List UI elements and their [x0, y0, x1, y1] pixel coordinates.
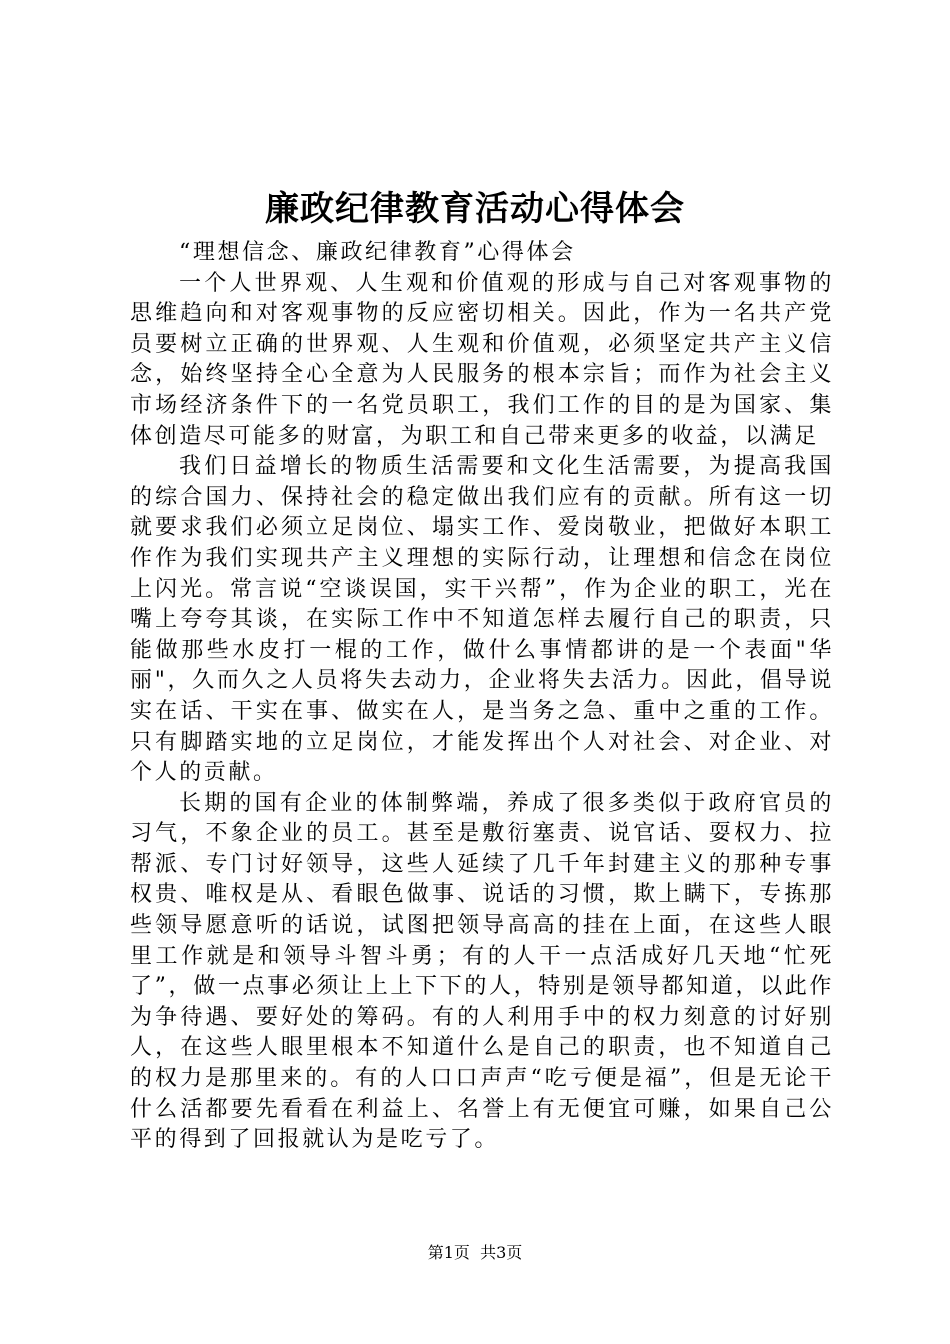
page-footer	[0, 1242, 950, 1264]
paragraph-3: 长期的国有企业的体制弊端，养成了很多类似于政府官员的习气，不象企业的员工。甚至是敷衍塞责、说官话、耍权力、拉帮派、专门讨好领导，这些人延续了几千年封建主义的那种专事权贵、唯权是从、看眼色做事、说话的习惯，欺上瞒下，专拣那些领导愿意听的话说，试图把领导高高的挂在上面，在这些人眼里工作就是和领导斗智斗勇；有的人干一点活成好几天地“忙死了”，做一点事必须让上上下下的人，特别是领导都知道，以此作为争待遇、要好处的筹码。有的人利用手中的权力刻意的讨好别人，在这些人眼里根本不知道什么是自己的职责，也不知道自己的权力是那里来的。有的人口口声声“吃亏便是福”，但是无论干什么活都要先看看在利益上、名誉上有无便宜可赚，如果自己公平的得到了回报就认为是吃亏了。	[130, 790, 834, 1153]
document-subtitle: “理想信念、廉政纪律教育”心得体会	[179, 240, 576, 265]
page-total: 共3页	[480, 1243, 523, 1262]
paragraph-1: 一个人世界观、人生观和价值观的形成与自己对客观事物的思维趋向和对客观事物的反应密切相关。因此，作为一名共产党员要树立正确的世界观、人生观和价值观，必须坚定共产主义信念，始终坚持全心全意为人民服务的根本宗旨；而作为社会主义市场经济条件下的一名党员职工，我们工作的目的是为国家、集体创造尽可能多的财富，为职工和自己带来更多的收益，以满足	[130, 270, 834, 449]
paragraph-2: 我们日益增长的物质生活需要和文化生活需要，为提高我国的综合国力、保持社会的稳定做出我们应有的贡献。所有这一切就要求我们必须立足岗位、塌实工作、爱岗敬业，把做好本职工作作为我们实现共产主义理想的实际行动，让理想和信念在岗位上闪光。常言说“空谈误国，实干兴帮”，作为企业的职工，光在嘴上夸夸其谈，在实际工作中不知道怎样去履行自己的职责，只能做那些水皮打一棍的工作，做什么事情都讲的是一个表面"华丽"，久而久之人员将失去动力，企业将失去活力。因此，倡导说实在话、干实在事、做实在人，是当务之急、重中之重的工作。只有脚踏实地的立足岗位，才能发挥出个人对社会、对企业、对个人的贡献。	[130, 454, 834, 786]
document-title: 廉政纪律教育活动心得体会	[265, 189, 685, 229]
page-number: 第1页	[427, 1243, 470, 1262]
document-body	[130, 238, 834, 1156]
